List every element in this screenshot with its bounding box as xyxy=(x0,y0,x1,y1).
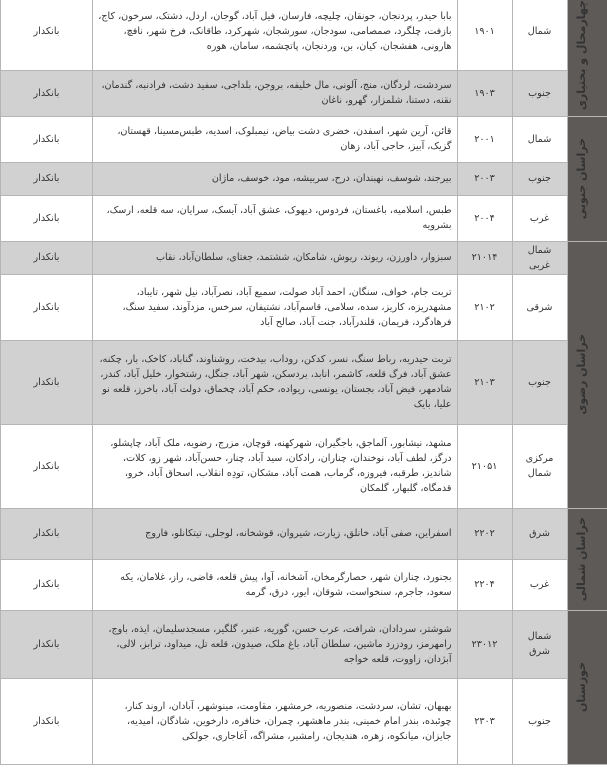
table-row xyxy=(1,195,607,241)
table-row xyxy=(1,340,607,424)
bank-cell: بانکدار xyxy=(1,241,93,274)
table-row xyxy=(1,274,607,340)
code-cell: ۲۳۰۱۲ xyxy=(457,610,512,678)
code-cell: ۱۹۰۳ xyxy=(457,70,512,116)
bank-cell: بانکدار xyxy=(1,340,93,424)
code-cell: ۲۱۰۵۱ xyxy=(457,424,512,508)
code-cell: ۲۱۰۲ xyxy=(457,274,512,340)
code-cell: ۲۰۰۴ xyxy=(457,195,512,241)
bank-cell: بانکدار xyxy=(1,195,93,241)
cities-cell: سردشت، لردگان، منج، آلونی، مال خلیفه، بروجن، بلداجی، سفید دشت، فرادنبه، گندمان، نقنه، دستنا، شلمزار، گهرو، ناغان xyxy=(93,70,458,116)
cities-cell: بابا حیدر، پردنجان، جونقان، چلیچه، فارسان، فیل آباد، گوجان، اردل، دشتک، سرخون، کاج، بازفت، چلگرد، صمصامی، سودجان، سورشجان، شهرکرد، طاقانک، فرخ شهر، نافچ، هارونی، هفشجان، کیان، بن، وردنجان، پاتچشمه، سامان، هوره xyxy=(93,0,458,70)
region-cell: مرکزی شمال xyxy=(512,424,567,508)
region-cell: غرب xyxy=(512,195,567,241)
cities-cell: طبس، اسلامیه، باغستان، فردوس، دیهوک، عشق آباد، آیسک، سرایان، سه قلعه، ارسک، بشرویه xyxy=(93,195,458,241)
bank-cell: بانکدار xyxy=(1,610,93,678)
region-cell: شمال xyxy=(512,0,567,70)
bank-cell: بانکدار xyxy=(1,274,93,340)
bank-cell: بانکدار xyxy=(1,116,93,162)
code-cell: ۱۹۰۱ xyxy=(457,0,512,70)
bank-cell: بانکدار xyxy=(1,508,93,559)
province-label: چهارمحال و بختیاری xyxy=(575,0,588,110)
cities-cell: قائن، آرین شهر، اسفدن، خضری دشت بیاض، نیمبلوک، اسدیه، طبس‌مسینا، قهستان، گزیک، آبیز، حاجی آباد، زهان xyxy=(93,116,458,162)
bank-cell: بانکدار xyxy=(1,424,93,508)
cities-cell: تربت جام، خواف، سنگان، احمد آباد صولت، سمیع آباد، نصرآباد، نیل شهر، تایباد، مشهدریزه، کاریز، سده، سلامی، قاسم‌آباد، نشتیفان، سرخس، مزدآوند، سفید سنگ، فرهادگرد، فریمان، قلندرآباد، جنت آباد، صالح آباد xyxy=(93,274,458,340)
cities-cell: بهبهان، تشان، سردشت، منصوریه، خرمشهر، مقاومت، مینوشهر، آبادان، اروند کنار، چوئبده، بندر امام خمینی، بندر ماهشهر، چمران، خنافره، دارخوین، شادگان، امیدیه، جایزان، میانکوه، زهره، هندیجان، رامشیر، مشراگه، آغاجاری، جولکی xyxy=(93,678,458,764)
table-row xyxy=(1,116,607,162)
cities-cell: سبزوار، داورزن، ریوند، ریوش، شامکان، ششتمد، جغتای، سلطان‌آباد، نقاب xyxy=(93,241,458,274)
province-cell xyxy=(567,610,607,764)
table-row xyxy=(1,0,607,70)
province-cell xyxy=(567,508,607,610)
province-label: خراسان جنوبی xyxy=(575,137,588,220)
table-row xyxy=(1,508,607,559)
table-row xyxy=(1,162,607,195)
cities-cell: اسفراین، صفی آباد، خانلق، زیارت، شیروان، قوشخانه، لوجلی، تیتکانلو، فاروج xyxy=(93,508,458,559)
cities-cell: بیرجند، شوسف، نهبندان، درح، سربیشه، مود، خوسف، ماژان xyxy=(93,162,458,195)
bank-cell: بانکدار xyxy=(1,559,93,610)
table-row xyxy=(1,559,607,610)
province-label: خراسان رضوی xyxy=(575,334,588,415)
region-cell: شمال xyxy=(512,116,567,162)
table-row xyxy=(1,70,607,116)
province-cell xyxy=(567,241,607,508)
region-cell: شمال شرق xyxy=(512,610,567,678)
bank-cell: بانکدار xyxy=(1,162,93,195)
code-cell: ۲۰۰۳ xyxy=(457,162,512,195)
region-cell: جنوب xyxy=(512,678,567,764)
province-label: خوزستان xyxy=(575,662,588,712)
province-cell xyxy=(567,0,607,116)
region-cell: شرقی xyxy=(512,274,567,340)
bank-cell: بانکدار xyxy=(1,678,93,764)
cities-cell: مشهد، نیشابور، آلماجق، باجگیران، شهرکهنه، قوچان، مزرج، رضویه، ملک آباد، چاپشلو، درگز، لطف آباد، نوخندان، چناران، رادکان، سید آباد، چنار، حسن‌آباد، شهر زو، کلات، شاندیز، طرقبه، فیروزه، گرماب، همت آباد، مشکان، تودِه انقلاب، اسحاق آباد، خرو، قدمگاه، گلبهار، گلمکان xyxy=(93,424,458,508)
code-cell: ۲۱۰۳ xyxy=(457,340,512,424)
code-cell: ۲۳۰۳ xyxy=(457,678,512,764)
cities-cell: بجنورد، چناران شهر، حصارگرمخان، آشخانه، آوا، پیش قلعه، قاضی، راز، غلامان، یکه سعود، جاجرم، سنخواست، شوقان، ایور، درق، گرمه xyxy=(93,559,458,610)
region-cell: جنوب xyxy=(512,340,567,424)
bank-cell: بانکدار xyxy=(1,70,93,116)
code-cell: ۲۲۰۲ xyxy=(457,508,512,559)
province-cell xyxy=(567,116,607,241)
table-row xyxy=(1,424,607,508)
code-cell: ۲۰۰۱ xyxy=(457,116,512,162)
table-row xyxy=(1,241,607,274)
table-row xyxy=(1,678,607,764)
region-cell: جنوب xyxy=(512,162,567,195)
cities-cell: شوشتر، سردادان، شرافت، عرب حسن، گوریه، عنبر، گلگیر، مسجدسلیمان، ایذه، باوج، رامهرمز، رودزرد ماشین، سلطان آباد، باغ ملک، صیدون، قلعه تل، میداود، ترابز، لالی، آبژدان، زاووت، قلعه خواجه xyxy=(93,610,458,678)
code-cell: ۲۲۰۴ xyxy=(457,559,512,610)
table-row xyxy=(1,610,607,678)
code-cell: ۲۱۰۱۴ xyxy=(457,241,512,274)
region-cell: غرب xyxy=(512,559,567,610)
cities-cell: تربت حیدریه، رباط سنگ، نسر، کدکن، روداب، بیدخت، روشناوند، گناباد، کاخک، بار، چکنه، عشق آباد، فرگ قلعه، کاشمر، انابد، بردسکن، شهر آباد، جنگل، رشتخوار، خلیل آباد، کندر، شادمهر، فیض آباد، بجستان، یونسی، ریواده، حکم آباد، چخماق، دولت آباد، باخرز، قلعه نو علیا، بایک xyxy=(93,340,458,424)
province-label: خراسان شمالی xyxy=(575,516,588,602)
bank-cell: بانکدار xyxy=(1,0,93,70)
region-cell: جنوب xyxy=(512,70,567,116)
region-cell: شمال غربی xyxy=(512,241,567,274)
region-cell: شرق xyxy=(512,508,567,559)
